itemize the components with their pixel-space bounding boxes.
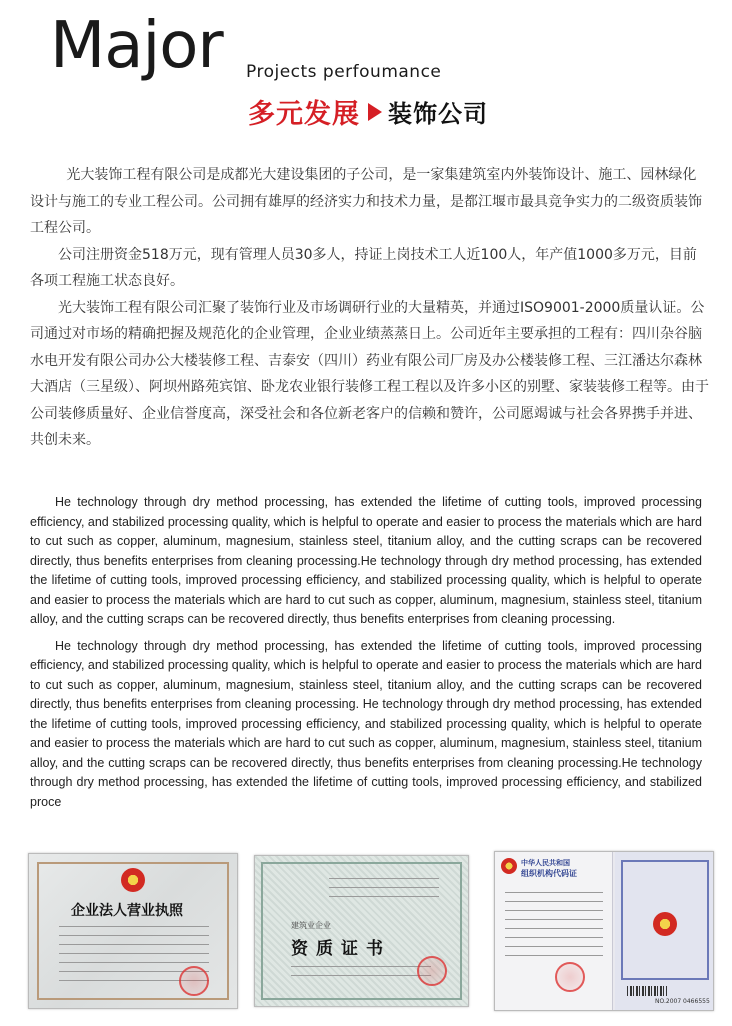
heading-red-text: 多元发展 (248, 99, 360, 130)
code-cert-fields (505, 892, 603, 964)
barcode-icon (627, 986, 667, 996)
license-title: 企业法人营业执照 (71, 903, 183, 919)
red-seal-icon (179, 966, 209, 996)
qualification-certificate-photo (254, 855, 469, 1007)
page-header (0, 0, 732, 140)
qualification-header-lines (329, 878, 439, 905)
section-heading (248, 92, 488, 131)
heading-black-text: 装饰公司 (388, 99, 488, 128)
cn-paragraph: 公司注册资金518万元，现有管理人员30多人，持证上岗技术工人近100人，年产值1000多万元，目前各项工程施工状态良好。 (30, 246, 697, 289)
chinese-intro (30, 162, 710, 454)
major-title: Major (50, 9, 223, 83)
cn-paragraph: 光大装饰工程有限公司汇聚了装饰行业及市场调研行业的大量精英，并通过ISO9001-2000质量认证。公司通过对市场的精确把握及规范化的企业管理，企业业绩蒸蒸日上。公司近年主要承担的工程有：四川杂谷脑水电开发有限公司办公大楼装修工程、吉泰安（四川）药业有限公司厂房及办公楼装修工程、三江潘达尔森林大酒店（三星级）、阿坝州路苑宾馆、卧龙农业银行装修工程工程以及许多小区的别墅、家装装修工程等。由于公司装修质量好、企业信誉度高，深受社会和各位新老客户的信赖和赞许，公司愿竭诚与社会各界携手并进、共创未来。 (30, 299, 709, 448)
code-certificate-front (495, 852, 613, 1011)
qualification-title: 资质证书 (291, 939, 391, 959)
en-paragraph: He technology through dry method processing, has extended the lifetime of cutting tools, improved processing efficiency, and stabilized processing quality, which is helpful to operate and easier to process the materials which are hard to cut such as copper, aluminum, magnesium, stainless steel, titanium alloy, and the cutting scraps can be recovered directly, thus benefits enterprises from cleaning processing. He technology through dry method processing, has extended the lifetime of cutting tools, improved processing efficiency, and stabilized processing quality, which is helpful to operate and easier to process the materials which are hard to cut such as copper, aluminum, magnesium, stainless steel, titanium alloy, and the cutting scraps can be recovered directly, thus benefits enterprises from cleaning processing.He technology through dry method processing, has extended the lifetime of cutting tools, improved processing efficiency, and stabilized proce (30, 638, 702, 809)
qualification-fields (291, 966, 431, 984)
code-cert-title: 组织机构代码证 (521, 869, 577, 878)
projects-subtitle: Projects perfoumance (246, 62, 442, 82)
national-emblem-icon (501, 858, 517, 874)
red-seal-icon (417, 956, 447, 986)
cn-paragraph: 光大装饰工程有限公司是成都光大建设集团的子公司，是一家集建筑室内外装饰设计、施工、园林绿化设计与施工的专业工程公司。公司拥有雄厚的经济实力和技术力量，是都江堰市最具竞争实力的二级资质装饰工程公司。 (30, 167, 702, 236)
national-emblem-icon (121, 868, 145, 892)
qualification-type: 建筑业企业 (291, 921, 331, 930)
code-cert-number: NO.2007 0466555 (655, 998, 710, 1005)
en-paragraph: He technology through dry method processing, has extended the lifetime of cutting tools, improved processing efficiency, and stabilized processing quality, which is helpful to operate and easier to process the materials which are hard to cut such as copper, aluminum, magnesium, stainless steel, titanium alloy, and the cutting scraps can be recovered directly, thus benefits enterprises from cleaning processing.He technology through dry method processing, has extended the lifetime of cutting tools, improved processing efficiency, and stabilized processing quality, which is helpful to operate and easier to process the materials which are hard to cut such as copper, aluminum, magnesium, stainless steel, titanium alloy, and the cutting scraps can be recovered directly, thus benefits enterprises from cleaning processing. (30, 495, 702, 626)
organization-code-photo (494, 851, 714, 1011)
code-certificate-back (615, 852, 714, 1011)
red-seal-icon (555, 962, 585, 992)
national-emblem-icon (653, 912, 677, 936)
english-body (30, 493, 702, 812)
business-license-photo (28, 853, 238, 1009)
code-cert-country: 中华人民共和国 (521, 859, 570, 867)
certificate-gallery (28, 851, 718, 1013)
play-arrow-icon (368, 103, 382, 121)
